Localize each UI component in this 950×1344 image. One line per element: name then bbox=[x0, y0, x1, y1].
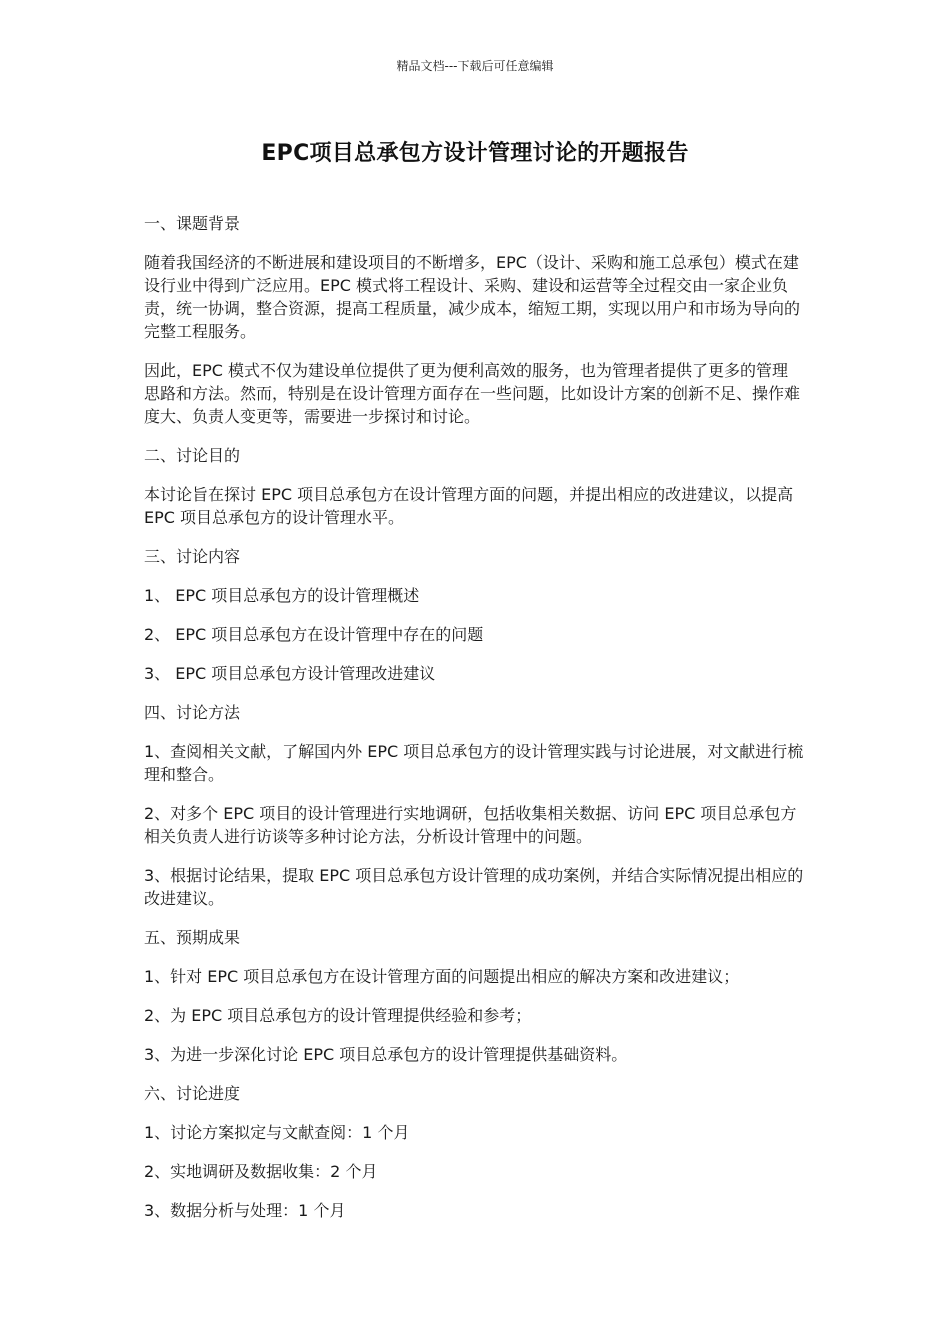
section-heading-content: 三、讨论内容 bbox=[144, 547, 241, 566]
list-item-schedule-1: 1、讨论方案拟定与文献查阅：1 个月 bbox=[144, 1123, 410, 1142]
page-header: 精品文档---下载后可任意编辑 bbox=[396, 59, 554, 73]
paragraph-background-2: 因此，EPC 模式不仅为建设单位提供了更为便利高效的服务，也为管理者提供了更多的管理思路和方法。然而，特别是在设计管理方面存在一些问题，比如设计方案的创新不足、操作难度大、负责人变更等，需要进一步探讨和讨论。 bbox=[144, 361, 801, 426]
section-heading-purpose: 二、讨论目的 bbox=[144, 446, 241, 465]
paragraph-background-1: 随着我国经济的不断进展和建设项目的不断增多，EPC（设计、采购和施工总承包）模式在建设行业中得到广泛应用。EPC 模式将工程设计、采购、建设和运营等全过程交由一家企业负责，统一协调，整合资源，提高工程质量，减少成本，缩短工期，实现以用户和市场为导向的完整工程服务。 bbox=[144, 253, 801, 341]
section-heading-background: 一、课题背景 bbox=[144, 214, 241, 233]
list-item-results-3: 3、为进一步深化讨论 EPC 项目总承包方的设计管理提供基础资料。 bbox=[144, 1045, 628, 1064]
list-item-method-1: 1、查阅相关文献，了解国内外 EPC 项目总承包方的设计管理实践与讨论进展，对文献进行梳理和整合。 bbox=[144, 742, 804, 784]
list-item-content-2: 2、 EPC 项目总承包方在设计管理中存在的问题 bbox=[144, 625, 484, 644]
document-body bbox=[144, 212, 804, 1238]
section-heading-results: 五、预期成果 bbox=[144, 928, 241, 947]
list-item-schedule-2: 2、实地调研及数据收集：2 个月 bbox=[144, 1162, 378, 1181]
list-item-results-2: 2、为 EPC 项目总承包方的设计管理提供经验和参考； bbox=[144, 1006, 532, 1025]
document-title: EPC项目总承包方设计管理讨论的开题报告 bbox=[261, 141, 689, 166]
list-item-results-1: 1、针对 EPC 项目总承包方在设计管理方面的问题提出相应的解决方案和改进建议； bbox=[144, 967, 740, 986]
list-item-schedule-3: 3、数据分析与处理：1 个月 bbox=[144, 1201, 346, 1220]
section-heading-method: 四、讨论方法 bbox=[144, 703, 241, 722]
section-heading-schedule: 六、讨论进度 bbox=[144, 1084, 241, 1103]
list-item-method-2: 2、对多个 EPC 项目的设计管理进行实地调研，包括收集相关数据、访问 EPC 项目总承包方相关负责人进行访谈等多种讨论方法，分析设计管理中的问题。 bbox=[144, 804, 797, 846]
list-item-content-1: 1、 EPC 项目总承包方的设计管理概述 bbox=[144, 586, 420, 605]
list-item-method-3: 3、根据讨论结果，提取 EPC 项目总承包方设计管理的成功案例，并结合实际情况提出相应的改进建议。 bbox=[144, 866, 804, 908]
list-item-content-3: 3、 EPC 项目总承包方设计管理改进建议 bbox=[144, 664, 436, 683]
paragraph-purpose: 本讨论旨在探讨 EPC 项目总承包方在设计管理方面的问题，并提出相应的改进建议，以提高 EPC 项目总承包方的设计管理水平。 bbox=[144, 485, 794, 527]
